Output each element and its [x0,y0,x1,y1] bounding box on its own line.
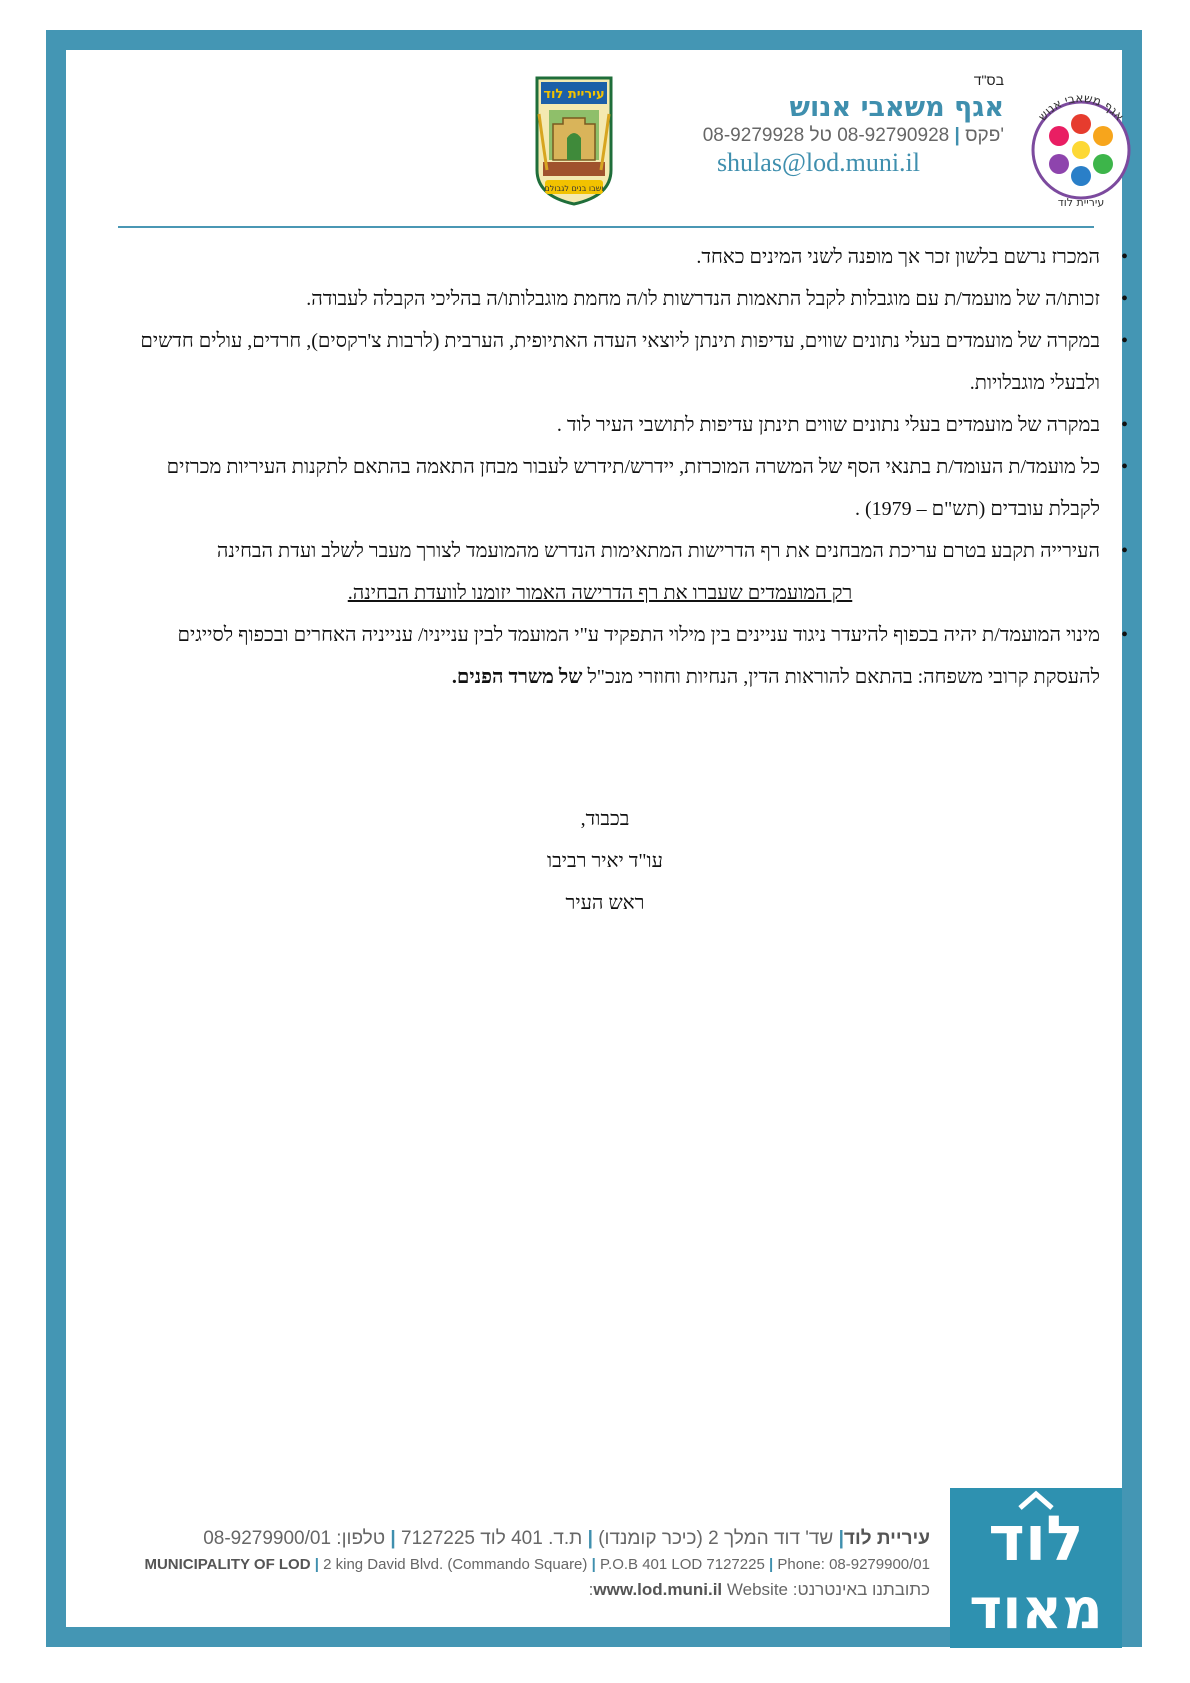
hr-logo-text-bottom: עיריית לוד [1057,196,1105,209]
signer-title: ראש העיר [565,892,645,914]
list-item: • במקרה של מועמדים בעלי נתונים שווים תינתן עדיפות לתושבי העיר לוד . [90,404,1100,446]
hr-department-logo [1018,84,1144,210]
logo-text-bottom: מאוד [969,1577,1103,1642]
footer-municipality: MUNICIPALITY OF LOD [144,1556,311,1573]
crest-title: עיריית לוד [543,87,605,102]
logo-text-top: לוד [988,1502,1084,1575]
underlined-note: רק המועמדים שעברו את רף הדרישה האמור יזומנו לוועדת הבחינה. [347,582,853,604]
list-item: • כל מועמד/ת העומד/ת בתנאי הסף של המשרה המוכרזת, יידרש/תידרש לעבור מבחן התאמה בהתאם לתקנות העיריות מכרזים לקבלת עובדים (תש"ם – 1979) . [90,446,1100,530]
list-item: • במקרה של מועמדים בעלי נתונים שווים, עדיפות תינתן ליוצאי העדה האתיופית, הערבית (לרבות צ'רקסים), חרדים, עולים חדשים ולבעלי מוגבלויות. [90,320,1100,404]
list-item: • המכרז נרשם בלשון זכר אך מופנה לשני המינים כאחד. [90,236,1100,278]
lod-city-logo [950,1488,1122,1648]
list-item-text: • העירייה תקבע בטרם עריכת המבחנים את רף הדרישות המתאימות הנדרש מהמועמד לצורך מעבר לשלב ועדת הבחינה [216,540,1100,562]
list-item [90,530,1100,614]
fax-label: פקס [965,125,1001,146]
phone-label: טל' [809,125,1004,146]
footer-contact: עיריית לוד| שד' דוד המלך 2 (כיכר קומנדו) | ת.ד. 401 לוד 7127225 | טלפון: 08-9279900/01 MUNICIPALITY OF LOD | 2 king David Blvd. (Commando Square) | P.O.B 401 LOD 7127225 | Phone: 08-9279900/01 כתובתנו באינטרנט: www.lod.muni.il Website: [144,1528,930,1599]
website-link[interactable]: www.lod.muni.il [593,1580,723,1599]
email-link[interactable]: shulas@lod.muni.il [716,148,920,177]
hr-logo-text-top: אגף משאבי אנוש [1035,90,1127,124]
city-crest-logo [533,74,615,208]
crest-motto: ושבו בנים לגבולם [544,184,604,193]
signer-name: עו"ד יאיר רביבו [547,850,663,872]
fax-number: 08-9279928 [702,125,805,146]
list-item [90,614,1100,698]
closing: בכבוד, [580,808,630,830]
list-item-text: • מינוי המועמד/ת יהיה בכפוף להיעדר ניגוד עניינים בין מילוי התפקיד ע"י המועמד לבין ענייניו/ ענייניה האחרים ובכפוף לסייגים להעסקת קרובי משפחה: בהתאם להוראות הדין, הנחיות וחוזרי מנכ"ל של משרד הפנים. [177,624,1100,688]
notice-body [90,236,1100,698]
list-item: • זכותו/ה של מועמד/ת עם מוגבלות לקבל התאמות הנדרשות לו/ה מחמת מוגבלותו/ה בהליכי הקבלה לעבודה. [90,278,1100,320]
department-title: אגף משאבי אנוש [789,92,1004,123]
bsd-mark: בס"ד [973,72,1004,88]
phone-number: 08-92790928 [837,125,950,146]
signature-block [500,798,710,924]
contact-phones: 08-9279928 פקס | 08-92790928 טל' [702,125,1004,146]
conditions-list [90,236,1100,698]
header-divider [118,226,1094,228]
footer-city-name: עיריית לוד [843,1528,930,1549]
